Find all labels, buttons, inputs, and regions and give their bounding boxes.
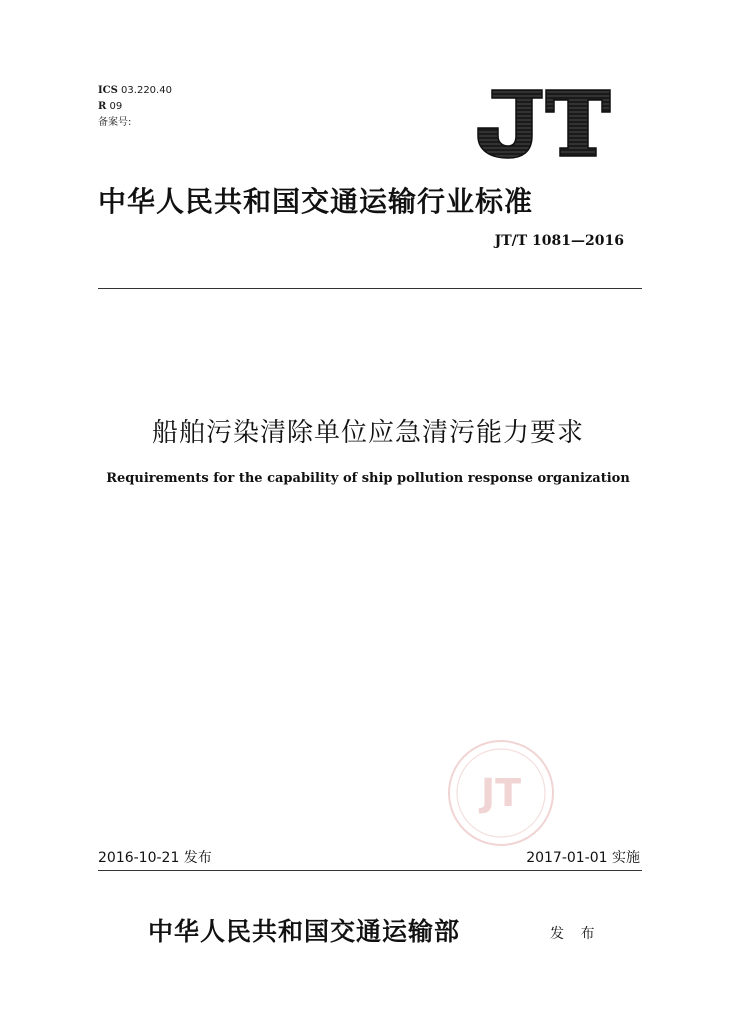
publish-label: 发 布: [550, 926, 601, 942]
issue-date: 2016-10-21 发布: [98, 850, 212, 866]
standard-number: JT/T 1081—2016: [494, 233, 624, 249]
ics-label: ICS: [98, 85, 118, 96]
svg-text:JT: JT: [480, 771, 522, 815]
class-line: [98, 99, 122, 115]
class-code: 09: [109, 101, 123, 112]
standard-category-title: 中华人民共和国交通运输行业标准: [98, 185, 534, 218]
document-title-en: Requirements for the capability of ship pollution response organization: [106, 471, 630, 486]
ics-line: [98, 83, 172, 99]
divider-top: [98, 288, 642, 289]
watermark-graphic: [446, 738, 556, 848]
jt-watermark-seal: [446, 738, 556, 848]
record-number-label: 备案号:: [98, 117, 132, 128]
class-label: R: [98, 101, 107, 112]
publisher-name: 中华人民共和国交通运输部: [148, 917, 461, 946]
ics-code: 03.220.40: [121, 85, 172, 96]
document-title-cn: 船舶污染清除单位应急清污能力要求: [151, 418, 584, 448]
jt-logo-graphic: [470, 86, 615, 160]
divider-bottom: [98, 870, 642, 871]
implementation-date: 2017-01-01 实施: [526, 850, 640, 866]
jt-logo: [470, 86, 615, 160]
